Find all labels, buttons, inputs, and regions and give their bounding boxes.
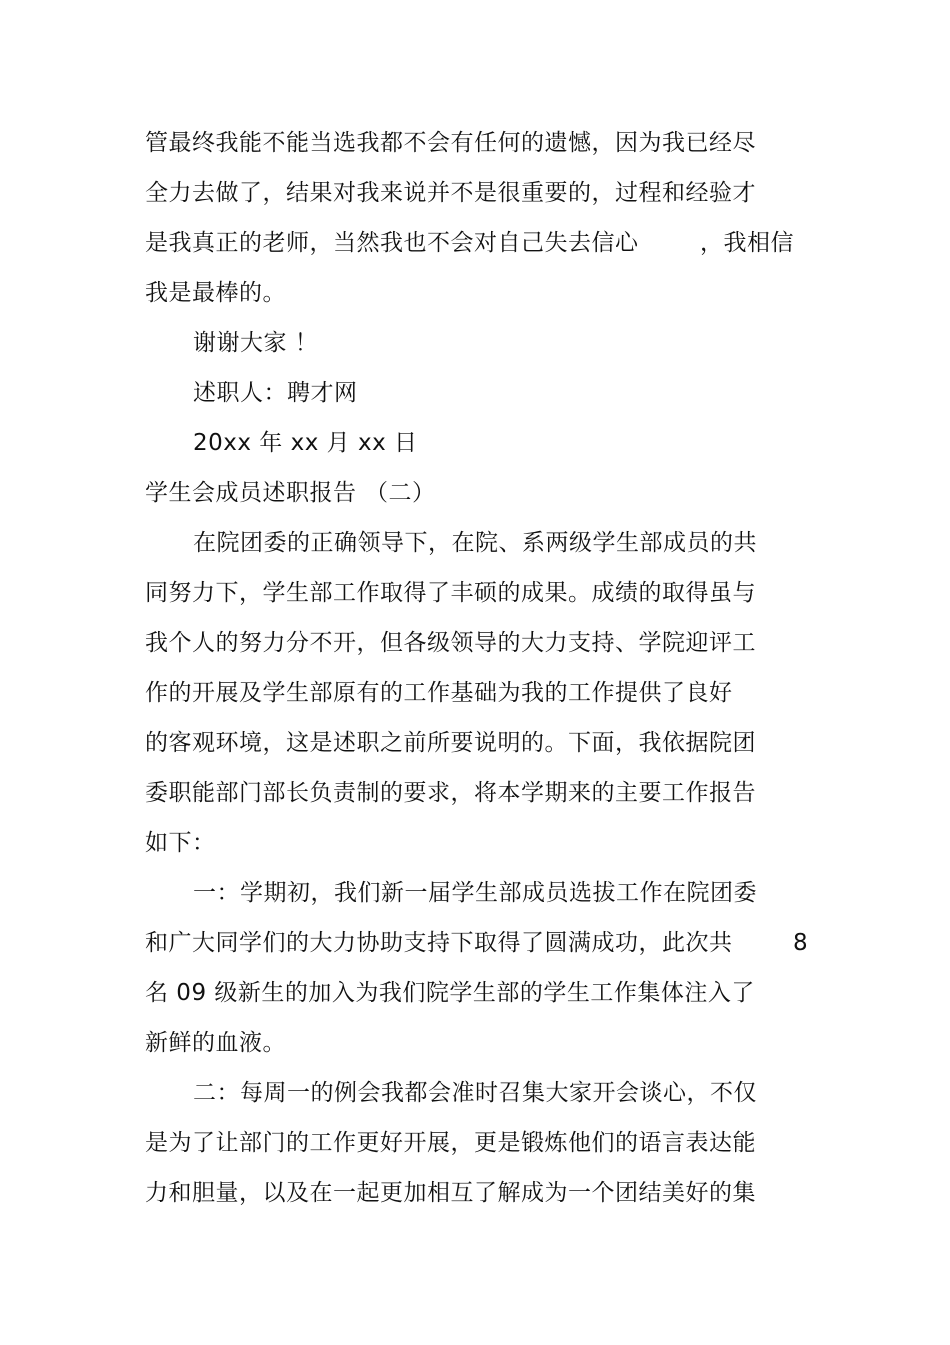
paragraph-line: 名 09 级新生的加入为我们院学生部的学生工作集体注入了 (145, 980, 755, 1006)
paragraph-line: 我个人的努力分不开，但各级领导的大力支持、学院迎评工 (145, 630, 756, 656)
text-segment: 8 (793, 930, 809, 956)
paragraph-line: 二：每周一的例会我都会准时召集大家开会谈心，不仅 (193, 1080, 757, 1106)
paragraph-line: 是为了让部门的工作更好开展，更是锻炼他们的语言表达能 (145, 1130, 756, 1156)
signature-line: 述职人：聘才网 (193, 380, 358, 406)
section-title-number: （二） (365, 480, 436, 506)
paragraph-line: 委职能部门部长负责制的要求，将本学期来的主要工作报告 (145, 780, 756, 806)
closing-thanks: 谢谢大家 ！ (193, 330, 319, 356)
text-segment: 和广大同学们的大力协助支持下取得了圆满成功，此次共 (145, 930, 733, 956)
paragraph-line: 力和胆量，以及在一起更加相互了解成为一个团结美好的集 (145, 1180, 756, 1206)
paragraph-line: 一：学期初，我们新一届学生部成员选拔工作在院团委 (193, 880, 757, 906)
paragraph-line: 作的开展及学生部原有的工作基础为我的工作提供了良好 (145, 680, 733, 706)
section-title-text: 学生会成员述职报告 (145, 480, 357, 506)
paragraph-line: 管最终我能不能当选我都不会有任何的遗憾，因为我已经尽 (145, 130, 756, 156)
paragraph-line: 如下： (145, 830, 216, 856)
paragraph-line: 我是最棒的。 (145, 280, 286, 306)
text-segment: 是我真正的老师，当然我也不会对自己失去信心 (145, 230, 639, 256)
date-line: 20xx 年 xx 月 xx 日 (193, 430, 418, 456)
paragraph-line: 同努力下，学生部工作取得了丰硕的成果。成绩的取得虽与 (145, 580, 756, 606)
paragraph-line: 的客观环境，这是述职之前所要说明的。下面，我依据院团 (145, 730, 756, 756)
paragraph-line: 在院团委的正确领导下，在院、系两级学生部成员的共 (193, 530, 757, 556)
text-segment: ，我相信 (700, 230, 794, 256)
paragraph-line: 全力去做了，结果对我来说并不是很重要的，过程和经验才 (145, 180, 756, 206)
paragraph-line: 新鲜的血液。 (145, 1030, 286, 1056)
